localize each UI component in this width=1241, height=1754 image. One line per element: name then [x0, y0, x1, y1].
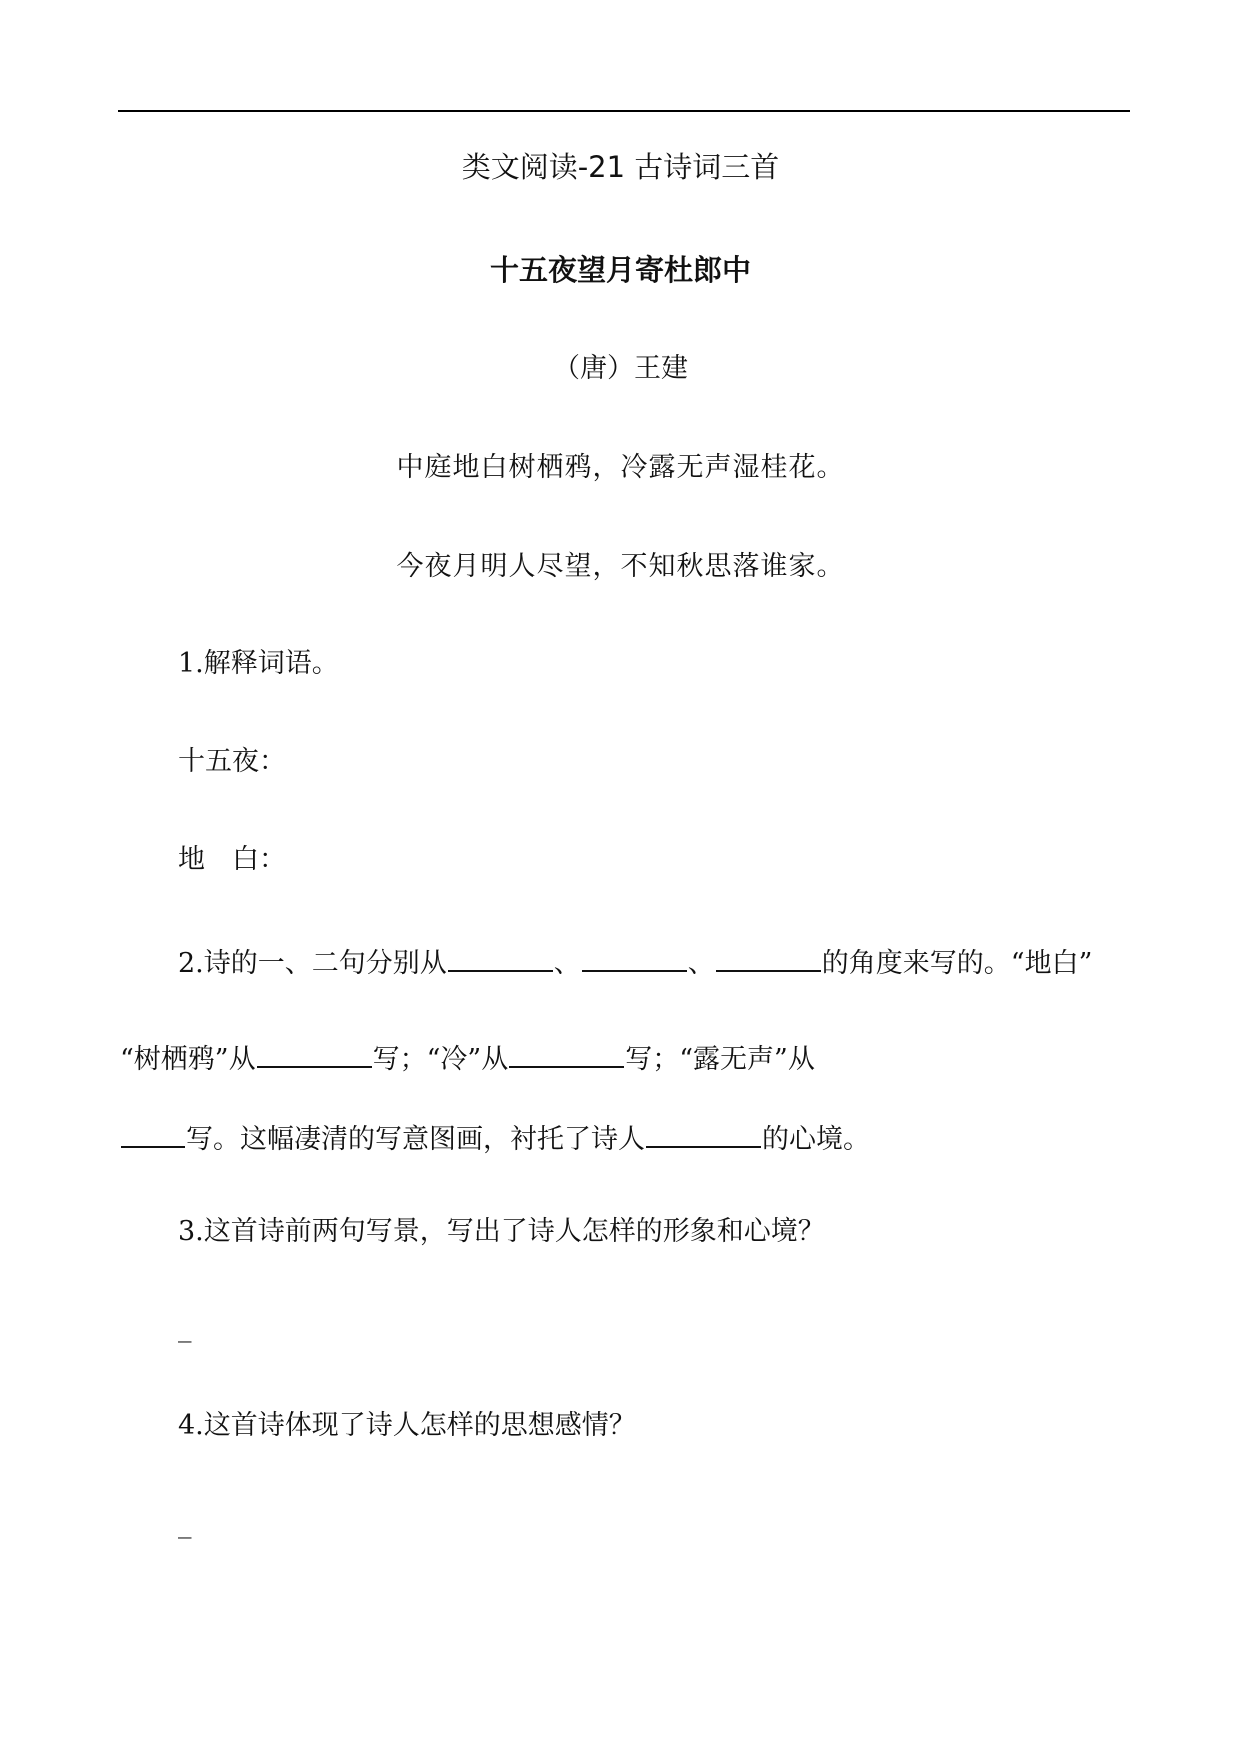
question-2-text: 的心境。	[762, 1124, 870, 1155]
question-1-item-2: 地 白：	[178, 844, 286, 875]
header-rule	[118, 110, 1130, 112]
answer-blank[interactable]	[509, 1040, 624, 1068]
answer-blank[interactable]	[716, 944, 821, 972]
question-2-text: 2.诗的一、二句分别从	[178, 948, 447, 979]
question-4-prompt: 4.这首诗体现了诗人怎样的思想感情？	[178, 1410, 636, 1441]
question-3-prompt: 3.这首诗前两句写景，写出了诗人怎样的形象和心境？	[178, 1216, 825, 1247]
question-2-text: 的角度来写的。“地白”	[821, 948, 1093, 979]
question-4-answer-line[interactable]: _	[178, 1508, 192, 1539]
separator: 、	[687, 948, 715, 979]
question-2-text: “树栖鸦”从	[120, 1044, 256, 1075]
poem-line-2: 今夜月明人尽望，不知秋思落谁家。	[396, 551, 845, 582]
question-2-line-2	[120, 1040, 815, 1073]
question-2-text: 写；“冷”从	[372, 1044, 509, 1075]
question-1-prompt: 1.解释词语。	[178, 648, 339, 679]
poem-line-1: 中庭地白树栖鸦，冷露无声湿桂花。	[396, 452, 845, 483]
question-3-answer-line[interactable]: _	[178, 1312, 192, 1343]
question-2-line-1	[178, 944, 1092, 977]
poem-title: 十五夜望月寄杜郎中	[489, 253, 751, 287]
answer-blank[interactable]	[582, 944, 687, 972]
question-2-text: 写。这幅凄清的写意图画，衬托了诗人	[186, 1124, 645, 1155]
document-title: 类文阅读-21 古诗词三首	[461, 150, 780, 184]
question-2-text: 写；“露无声”从	[625, 1044, 815, 1075]
question-1-item-1: 十五夜：	[178, 746, 286, 777]
question-2-line-3	[120, 1120, 870, 1153]
answer-blank[interactable]	[257, 1040, 372, 1068]
answer-blank[interactable]	[448, 944, 553, 972]
separator: 、	[553, 948, 581, 979]
answer-blank[interactable]	[646, 1120, 761, 1148]
poem-author: （唐）王建	[553, 353, 688, 384]
answer-blank[interactable]	[121, 1120, 185, 1148]
